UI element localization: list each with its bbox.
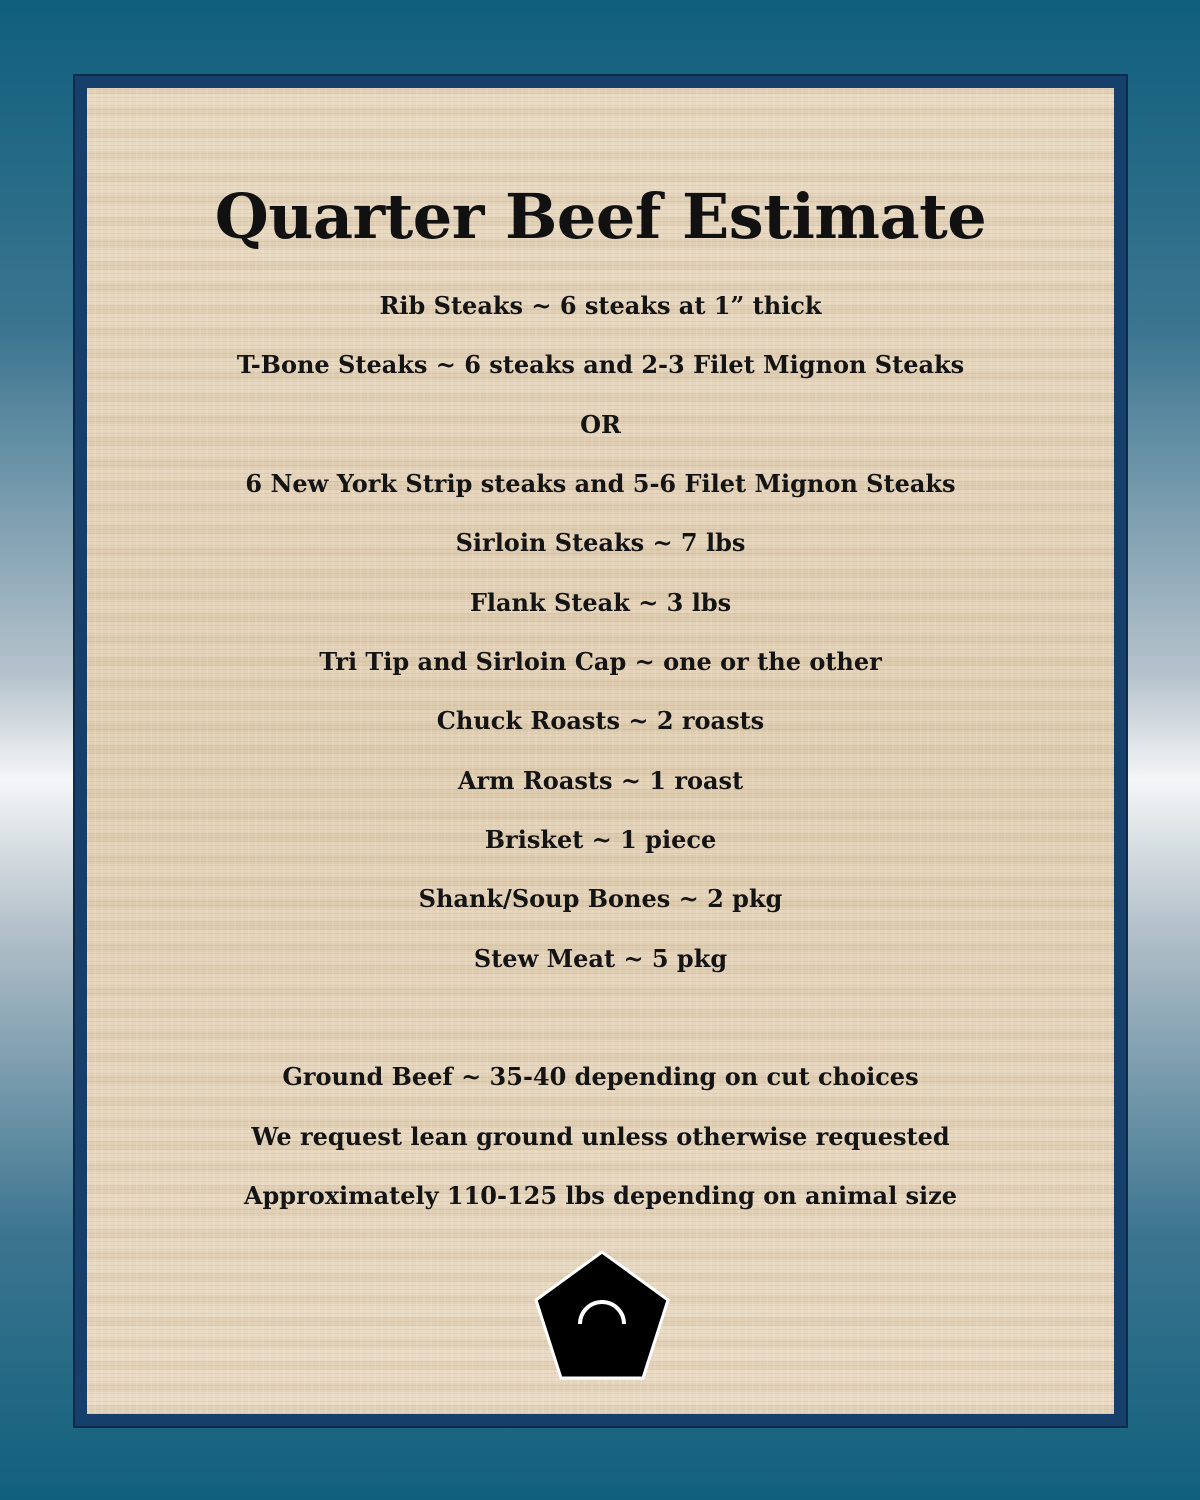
list-item: Shank/Soup Bones ~ 2 pkg: [418, 884, 783, 913]
list-item: Approximately 110-125 lbs depending on animal size: [243, 1181, 958, 1210]
list-item: Tri Tip and Sirloin Cap ~ one or the other: [319, 647, 882, 676]
list-item: Brisket ~ 1 piece: [484, 825, 717, 854]
paper-background: [87, 88, 1114, 1414]
list-item: OR: [580, 410, 621, 439]
list-item: T-Bone Steaks ~ 6 steaks and 2-3 Filet Mignon Steaks: [236, 350, 965, 379]
list-item: Arm Roasts ~ 1 roast: [457, 766, 744, 795]
list-item: Ground Beef ~ 35-40 depending on cut choices: [282, 1062, 919, 1091]
list-item: Rib Steaks ~ 6 steaks at 1” thick: [379, 291, 822, 320]
page-title: Quarter Beef Estimate: [214, 180, 987, 253]
list-item: Flank Steak ~ 3 lbs: [469, 588, 732, 617]
document-frame: [75, 76, 1126, 1426]
pentagon-shape: [536, 1252, 668, 1378]
list-item: Stew Meat ~ 5 pkg: [473, 944, 728, 973]
list-item: Sirloin Steaks ~ 7 lbs: [455, 528, 746, 557]
list-item: Chuck Roasts ~ 2 roasts: [436, 706, 765, 735]
list-item: We request lean ground unless otherwise requested: [251, 1122, 950, 1151]
list-item: 6 New York Strip steaks and 5-6 Filet Mignon Steaks: [245, 469, 956, 498]
pentagon-arch-logo-icon: [532, 1248, 672, 1388]
